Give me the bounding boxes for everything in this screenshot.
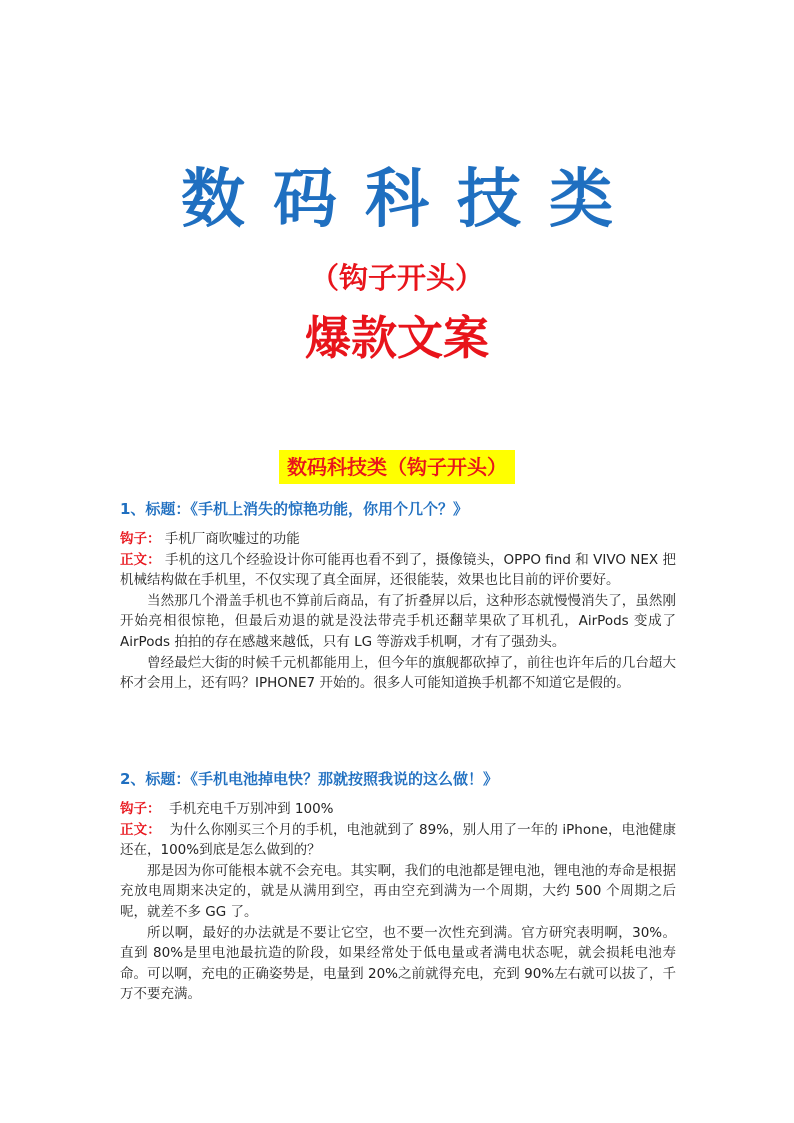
- body-text: 为什么你刚买三个月的手机，电池就到了 89%，别人用了一年的 iPhone，电池健康还在，100%到底是怎么做到的？: [120, 821, 676, 859]
- article-title: 1、标题：《手机上消失的惊艳功能，你用个几个？》: [120, 500, 468, 518]
- section-heading-text: 数码科技类（钩子开头）: [279, 450, 515, 484]
- body-paragraph: 所以啊，最好的办法就是不要让它空，也不要一次性充到满。官方研究表明啊，30%。直到 80%是里电池最抗造的阶段，如果经常处于低电量或者满电状态呢，就会损耗电池寿命。可以啊，充电的正确姿势是，电量到 20%之前就得充电，充到 90%左右就可以拔了，千万不要充满。: [120, 924, 676, 1003]
- body-first-line: [120, 820, 676, 861]
- article-1: [120, 498, 676, 694]
- body-first-line: [120, 550, 676, 591]
- article-2: [120, 768, 676, 1005]
- section-heading: [0, 450, 794, 484]
- body-paragraph: 当然那几个滑盖手机也不算前后商品，有了折叠屏以后，这种形态就慢慢消失了，虽然刚开始亮相很惊艳，但最后劝退的就是没法带壳手机还翻苹果砍了耳机孔，AirPods 变成了 AirPods 拍拍的存在感越来越低，只有 LG 等游戏手机啊，才有了强劲头。: [120, 592, 676, 650]
- hook-line: [120, 799, 676, 820]
- cover-main-title: 爆款文案: [305, 311, 489, 365]
- body-label: 正文：: [120, 551, 161, 568]
- cover-subtitle: （钩子开头）: [309, 261, 484, 295]
- cover-title: 数码科技类: [181, 163, 641, 237]
- article-title: 2、标题：《手机电池掉电快？那就按照我说的这么做！》: [120, 770, 498, 788]
- hook-text: 手机厂商吹嘘过的功能: [164, 531, 300, 547]
- body-text: 手机的这几个经验设计你可能再也看不到了，摄像镜头，OPPO find 和 VIVO NEX 把机械结构做在手机里，不仅实现了真全面屏，还很能装，效果也比目前的评价要好。: [120, 551, 677, 589]
- hook-line: [120, 529, 676, 550]
- body-label: 正文：: [120, 821, 161, 838]
- body-paragraph: 那是因为你可能根本就不会充电。其实啊，我们的电池都是锂电池，锂电池的寿命是根据充放电周期来决定的，就是从满用到空，再由空充到满为一个周期，大约 500 个周期之后呢，就差不多 GG 了。: [120, 862, 676, 920]
- hook-label: 钩子：: [120, 801, 161, 817]
- hook-text: 手机充电千万别冲到 100%: [169, 801, 334, 817]
- body-paragraph: 曾经最烂大街的时候千元机都能用上，但今年的旗舰都砍掉了，前往也许年后的几台超大杯才会用上，还有吗？IPHONE7 开始的。很多人可能知道换手机都不知道它是假的。: [120, 654, 676, 692]
- hook-label: 钩子：: [120, 531, 161, 547]
